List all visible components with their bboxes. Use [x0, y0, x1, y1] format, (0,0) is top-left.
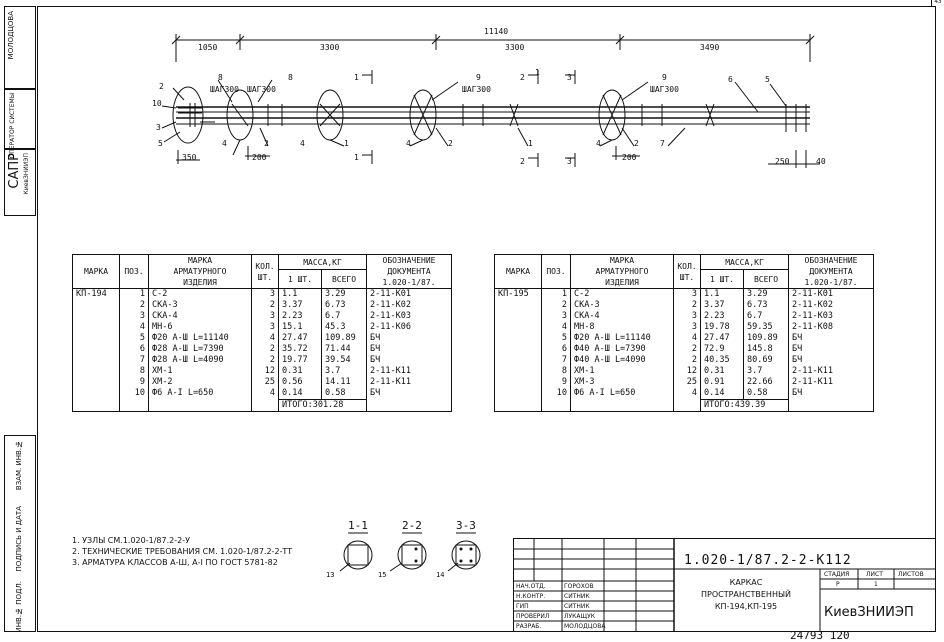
header-mass-one: 1 ШТ. — [279, 270, 322, 289]
sag-1: ШАГ300 — [210, 85, 239, 94]
small-dim: 200 — [252, 153, 267, 162]
cell-poz: 9 — [542, 377, 571, 388]
header-mass-all: ВСЕГО — [744, 270, 789, 289]
cell-izdelie: МН-6 — [149, 322, 252, 333]
cell-mass-one: 0.91 — [701, 377, 744, 388]
cell-mass-all: 6.73 — [744, 300, 789, 311]
cell-obozn: 2-11-К03 — [789, 311, 874, 322]
pos-label: 8 — [288, 73, 293, 82]
cell-kol: 4 — [252, 388, 279, 400]
cell-izdelie: Ф20 А-Ш L=11140 — [571, 333, 674, 344]
section-cut-label: 3 — [567, 73, 572, 82]
cell-mass-one: 0.14 — [279, 388, 322, 400]
cell-poz: 1 — [542, 289, 571, 301]
org-name: КиевЗНИИЭП — [824, 605, 914, 620]
cell-mass-all: 71.44 — [322, 344, 367, 355]
cell-obozn: БЧ — [367, 355, 452, 366]
cell-obozn: 2-11-К01 — [789, 289, 874, 301]
cell-obozn: 2-11-К03 — [367, 311, 452, 322]
cell-kol: 3 — [674, 289, 701, 301]
cell-mass-one: 3.37 — [279, 300, 322, 311]
cell-poz: 10 — [120, 388, 149, 400]
cell-kol: 2 — [674, 344, 701, 355]
small-dim: 350 — [182, 153, 197, 162]
header-kol: КОЛ. ШТ. — [252, 255, 279, 289]
cell-mass-all: 45.3 — [322, 322, 367, 333]
cell-poz: 5 — [120, 333, 149, 344]
cell-marka — [73, 344, 120, 355]
person-name: СИТНИК — [564, 603, 590, 610]
small-dim: 40 — [816, 157, 826, 166]
stadia-value: Р — [836, 581, 840, 588]
header-poz: ПОЗ. — [120, 255, 149, 289]
person-name: ЛУКАЩУК — [564, 613, 596, 620]
role: РАЗРАБ. — [516, 623, 542, 630]
note-3: 3. АРМАТУРА КЛАССОВ А-Ш, А-I ПО ГОСТ 5781-82 — [72, 558, 278, 567]
sag-2: ШАГ300 — [247, 85, 276, 94]
cell-kol: 4 — [674, 333, 701, 344]
list-label: ЛИСТ — [866, 571, 883, 578]
pos-label: 7 — [660, 139, 665, 148]
title-block — [513, 538, 935, 631]
table-row — [73, 388, 452, 400]
cell-marka — [73, 355, 120, 366]
pos-label: 5 — [158, 139, 163, 148]
cell-obozn: 2-11-К02 — [367, 300, 452, 311]
cell-kol: 25 — [252, 377, 279, 388]
cell-mass-all: 14.11 — [322, 377, 367, 388]
cell-izdelie: СКА-4 — [571, 311, 674, 322]
doc-code: 1.020-1/87.2-2-К112 — [684, 553, 852, 568]
total-row — [495, 400, 874, 412]
pos-label: 10 — [152, 99, 162, 108]
cross-sections — [320, 515, 500, 585]
cell-mass-all: 59.35 — [744, 322, 789, 333]
section-cut-label: 2 — [520, 157, 525, 166]
blank-cell — [367, 400, 452, 412]
leader-label: 15 — [378, 571, 387, 579]
pos-label: 2 — [448, 139, 453, 148]
pos-label: 1 — [344, 139, 349, 148]
cell-poz: 2 — [120, 300, 149, 311]
cell-mass-all: 6.73 — [322, 300, 367, 311]
cell-kol: 2 — [252, 344, 279, 355]
cell-izdelie: СКА-3 — [149, 300, 252, 311]
section-cut-label: 3 — [567, 157, 572, 166]
pos-label: 4 — [406, 139, 411, 148]
cell-obozn: 2-11-К11 — [789, 377, 874, 388]
table-row — [495, 344, 874, 355]
cell-kol: 2 — [674, 300, 701, 311]
bottom-number: 24793 120 — [790, 629, 850, 642]
cell-mass-all: 109.89 — [322, 333, 367, 344]
blank-cell — [149, 400, 252, 412]
note-2: 2. ТЕХНИЧЕСКИЕ ТРЕБОВАНИЯ СМ. 1.020-1/87.2-2-ТТ — [72, 547, 293, 556]
pos-label: 2 — [159, 82, 164, 91]
cell-izdelie: СКА-3 — [571, 300, 674, 311]
pos-label: 1 — [528, 139, 533, 148]
cell-poz: 9 — [120, 377, 149, 388]
header-obozn: ОБОЗНАЧЕНИЕ ДОКУМЕНТА 1.020-1/87. — [367, 255, 452, 289]
pos-label: 2 — [264, 139, 269, 148]
header-mass-one: 1 ШТ. — [701, 270, 744, 289]
cell-poz: 10 — [542, 388, 571, 400]
table-row — [495, 333, 874, 344]
cell-marka — [73, 322, 120, 333]
cell-marka — [495, 377, 542, 388]
cell-kol: 12 — [674, 366, 701, 377]
cell-izdelie: Ф28 А-Ш L=7390 — [149, 344, 252, 355]
spec-table-kp195 — [494, 254, 874, 412]
cell-mass-one: 40.35 — [701, 355, 744, 366]
operator-label: ОПЕРАТОР СИСТЕМЫ — [9, 93, 16, 159]
cell-mass-all: 3.29 — [744, 289, 789, 301]
cell-izdelie: МН-8 — [571, 322, 674, 333]
cell-obozn: БЧ — [367, 333, 452, 344]
table-row — [73, 311, 452, 322]
cell-marka — [495, 311, 542, 322]
cell-izdelie: СКА-4 — [149, 311, 252, 322]
cell-obozn: БЧ — [367, 388, 452, 400]
cell-marka: КП-194 — [73, 289, 120, 301]
sag-4: ШАГ300 — [650, 85, 679, 94]
pos-label: 4 — [596, 139, 601, 148]
sapr-org-label: КиевЗНИИЭП — [23, 153, 30, 195]
table-row — [495, 300, 874, 311]
cell-poz: 1 — [120, 289, 149, 301]
cell-mass-one: 35.72 — [279, 344, 322, 355]
cell-marka — [495, 333, 542, 344]
cell-mass-one: 0.31 — [279, 366, 322, 377]
pos-label: 9 — [476, 73, 481, 82]
designer-label: МОЛОДЦОВА — [7, 11, 15, 60]
table-row — [495, 366, 874, 377]
table-row — [73, 300, 452, 311]
cell-marka — [73, 377, 120, 388]
leader-label: 13 — [326, 571, 335, 579]
pos-label: 8 — [218, 73, 223, 82]
total-row — [73, 400, 452, 412]
cell-izdelie: Ф20 А-Ш L=11140 — [149, 333, 252, 344]
page-number: 43 — [931, 0, 944, 6]
cell-izdelie: С-2 — [571, 289, 674, 301]
person-name: СИТНИК — [564, 593, 590, 600]
table-row — [495, 311, 874, 322]
cell-izdelie: Ф6 А-I L=650 — [571, 388, 674, 400]
cell-mass-all: 3.7 — [744, 366, 789, 377]
blank-cell — [571, 400, 674, 412]
blank-cell — [674, 400, 701, 412]
header-massa: МАССА,КГ — [701, 255, 789, 270]
cell-obozn: 2-11-К08 — [789, 322, 874, 333]
pos-label: 5 — [765, 75, 770, 84]
role: Н.КОНТР. — [516, 593, 546, 600]
doc-title: КАРКАС ПРОСТРАНСТВЕННЫЙ КП-194,КП-195 — [700, 578, 791, 611]
cell-marka — [73, 311, 120, 322]
notes — [72, 535, 292, 568]
cell-kol: 25 — [674, 377, 701, 388]
cell-mass-one: 3.37 — [701, 300, 744, 311]
cell-obozn: БЧ — [789, 333, 874, 344]
table-row — [495, 377, 874, 388]
person-name: ГОРОХОВ — [564, 583, 594, 590]
header-izdelie: МАРКА АРМАТУРНОГО ИЗДЕЛИЯ — [149, 255, 252, 289]
cell-mass-all: 39.54 — [322, 355, 367, 366]
cell-kol: 12 — [252, 366, 279, 377]
sag-3: ШАГ300 — [462, 85, 491, 94]
cell-poz: 2 — [542, 300, 571, 311]
cell-obozn: 2-11-К11 — [367, 377, 452, 388]
cell-kol: 4 — [252, 333, 279, 344]
cell-poz: 6 — [120, 344, 149, 355]
table-row — [495, 289, 874, 301]
small-dim: 200 — [622, 153, 637, 162]
table-row — [73, 355, 452, 366]
header-marka: МАРКА — [495, 255, 542, 289]
cell-mass-all: 22.66 — [744, 377, 789, 388]
pos-label: 2 — [634, 139, 639, 148]
cell-poz: 6 — [542, 344, 571, 355]
table-row — [73, 333, 452, 344]
section-cut-label: 1 — [354, 153, 359, 162]
cell-marka: КП-195 — [495, 289, 542, 301]
pos-label: 4 — [222, 139, 227, 148]
podpis-label: ПОДПИСЬ И ДАТА — [15, 506, 23, 572]
cell-poz: 3 — [120, 311, 149, 322]
cell-kol: 3 — [674, 322, 701, 333]
cell-poz: 7 — [542, 355, 571, 366]
total-cell: ИТОГО:439.39 — [701, 400, 789, 412]
stadia-label: СТАДИЯ — [824, 571, 850, 578]
cell-izdelie: ХМ-2 — [149, 377, 252, 388]
dim-3300-b: 3300 — [505, 43, 525, 52]
cell-obozn: 2-11-К06 — [367, 322, 452, 333]
cell-mass-one: 27.47 — [279, 333, 322, 344]
cell-obozn: БЧ — [789, 344, 874, 355]
cell-obozn: БЧ — [789, 388, 874, 400]
cell-kol: 3 — [674, 311, 701, 322]
section-label: 2-2 — [402, 519, 422, 532]
cell-izdelie: Ф40 А-Ш L=7390 — [571, 344, 674, 355]
cell-mass-all: 80.69 — [744, 355, 789, 366]
cell-mass-all: 6.7 — [744, 311, 789, 322]
blank-cell — [120, 400, 149, 412]
cell-poz: 8 — [542, 366, 571, 377]
table-row — [495, 355, 874, 366]
cell-kol: 2 — [252, 355, 279, 366]
cell-izdelie: С-2 — [149, 289, 252, 301]
cell-marka — [495, 366, 542, 377]
table-row — [73, 377, 452, 388]
cell-poz: 8 — [120, 366, 149, 377]
cell-izdelie: Ф40 А-Ш L=4090 — [571, 355, 674, 366]
cell-poz: 4 — [542, 322, 571, 333]
blank-cell — [542, 400, 571, 412]
spec-table-kp194 — [72, 254, 452, 412]
role: НАЧ.ОТД. — [516, 583, 546, 590]
cell-marka — [495, 322, 542, 333]
table-row — [73, 366, 452, 377]
cell-mass-all: 3.29 — [322, 289, 367, 301]
table-row — [73, 322, 452, 333]
left-strip-bottom — [4, 435, 36, 632]
cell-mass-one: 19.77 — [279, 355, 322, 366]
cell-obozn: 2-11-К01 — [367, 289, 452, 301]
note-1: 1. УЗЛЫ СМ.1.020-1/87.2-2-У — [72, 536, 190, 545]
cell-marka — [73, 300, 120, 311]
cell-mass-one: 72.9 — [701, 344, 744, 355]
total-dim: 11140 — [484, 27, 509, 36]
cell-marka — [495, 355, 542, 366]
section-cut-label: 1 — [354, 73, 359, 82]
table-row — [495, 322, 874, 333]
blank-cell — [495, 400, 542, 412]
cell-mass-one: 15.1 — [279, 322, 322, 333]
cell-mass-one: 1.1 — [701, 289, 744, 301]
cell-obozn: БЧ — [367, 344, 452, 355]
cell-mass-all: 6.7 — [322, 311, 367, 322]
leader-label: 14 — [436, 571, 445, 579]
cell-izdelie: ХМ-1 — [149, 366, 252, 377]
reinforcement-cage-drawing — [0, 0, 944, 230]
section-cut-label: 2 — [520, 73, 525, 82]
pos-label: 4 — [300, 139, 305, 148]
table-row — [495, 388, 874, 400]
cell-kol: 3 — [252, 289, 279, 301]
header-kol: КОЛ. ШТ. — [674, 255, 701, 289]
listov-label: ЛИСТОВ — [898, 571, 924, 578]
cell-mass-one: 2.23 — [279, 311, 322, 322]
header-marka: МАРКА — [73, 255, 120, 289]
cell-obozn: 2-11-К02 — [789, 300, 874, 311]
cell-marka — [73, 333, 120, 344]
cell-mass-all: 145.8 — [744, 344, 789, 355]
cell-poz: 4 — [120, 322, 149, 333]
cell-marka — [73, 388, 120, 400]
header-mass-all: ВСЕГО — [322, 270, 367, 289]
section-label: 3-3 — [456, 519, 476, 532]
table-row — [73, 289, 452, 301]
cell-mass-all: 0.58 — [744, 388, 789, 400]
cell-mass-all: 109.89 — [744, 333, 789, 344]
cell-marka — [73, 366, 120, 377]
cell-mass-one: 0.56 — [279, 377, 322, 388]
role: ГИП — [516, 603, 529, 610]
cell-poz: 5 — [542, 333, 571, 344]
dim-3300-a: 3300 — [320, 43, 340, 52]
pos-label: 1 — [535, 68, 540, 77]
cell-kol: 2 — [252, 300, 279, 311]
pos-label: 6 — [728, 75, 733, 84]
table-row — [73, 344, 452, 355]
cell-kol: 3 — [252, 311, 279, 322]
cell-izdelie: ХМ-1 — [571, 366, 674, 377]
cell-marka — [495, 300, 542, 311]
cell-marka — [495, 344, 542, 355]
cell-obozn: 2-11-К11 — [789, 366, 874, 377]
cell-izdelie: Ф6 А-I L=650 — [149, 388, 252, 400]
dim-3490: 3490 — [700, 43, 720, 52]
header-izdelie: МАРКА АРМАТУРНОГО ИЗДЕЛИЯ — [571, 255, 674, 289]
cell-mass-one: 2.23 — [701, 311, 744, 322]
cell-mass-one: 0.14 — [701, 388, 744, 400]
cell-mass-all: 0.58 — [322, 388, 367, 400]
cell-izdelie: Ф28 А-Ш L=4090 — [149, 355, 252, 366]
vzam-label: ВЗАМ. ИНВ.№ — [15, 440, 23, 491]
cell-mass-one: 0.31 — [701, 366, 744, 377]
cell-poz: 3 — [542, 311, 571, 322]
pos-label: 3 — [156, 123, 161, 132]
cell-obozn: БЧ — [789, 355, 874, 366]
list-value: 1 — [874, 581, 878, 588]
dim-1050: 1050 — [198, 43, 218, 52]
cell-kol: 4 — [674, 388, 701, 400]
inv-label: ИНВ.№ ПОДЛ. — [15, 581, 23, 633]
cell-mass-one: 19.78 — [701, 322, 744, 333]
person-name: МОЛОДЦОВА — [564, 623, 606, 630]
blank-cell — [73, 400, 120, 412]
cell-izdelie: ХМ-3 — [571, 377, 674, 388]
section-label: 1-1 — [348, 519, 368, 532]
cell-marka — [495, 388, 542, 400]
header-massa: МАССА,КГ — [279, 255, 367, 270]
cell-mass-one: 27.47 — [701, 333, 744, 344]
blank-cell — [252, 400, 279, 412]
sapr-label: САПР — [7, 153, 22, 189]
total-cell: ИТОГО:301.28 — [279, 400, 367, 412]
role: ПРОВЕРИЛ — [516, 613, 550, 620]
header-obozn: ОБОЗНАЧЕНИЕ ДОКУМЕНТА 1.020-1/87. — [789, 255, 874, 289]
pos-label: 9 — [662, 73, 667, 82]
header-poz: ПОЗ. — [542, 255, 571, 289]
cell-poz: 7 — [120, 355, 149, 366]
blank-cell — [789, 400, 874, 412]
cell-mass-all: 3.7 — [322, 366, 367, 377]
small-dim: 250 — [775, 157, 790, 166]
cell-mass-one: 1.1 — [279, 289, 322, 301]
cell-kol: 3 — [252, 322, 279, 333]
cell-kol: 2 — [674, 355, 701, 366]
cell-obozn: 2-11-К11 — [367, 366, 452, 377]
